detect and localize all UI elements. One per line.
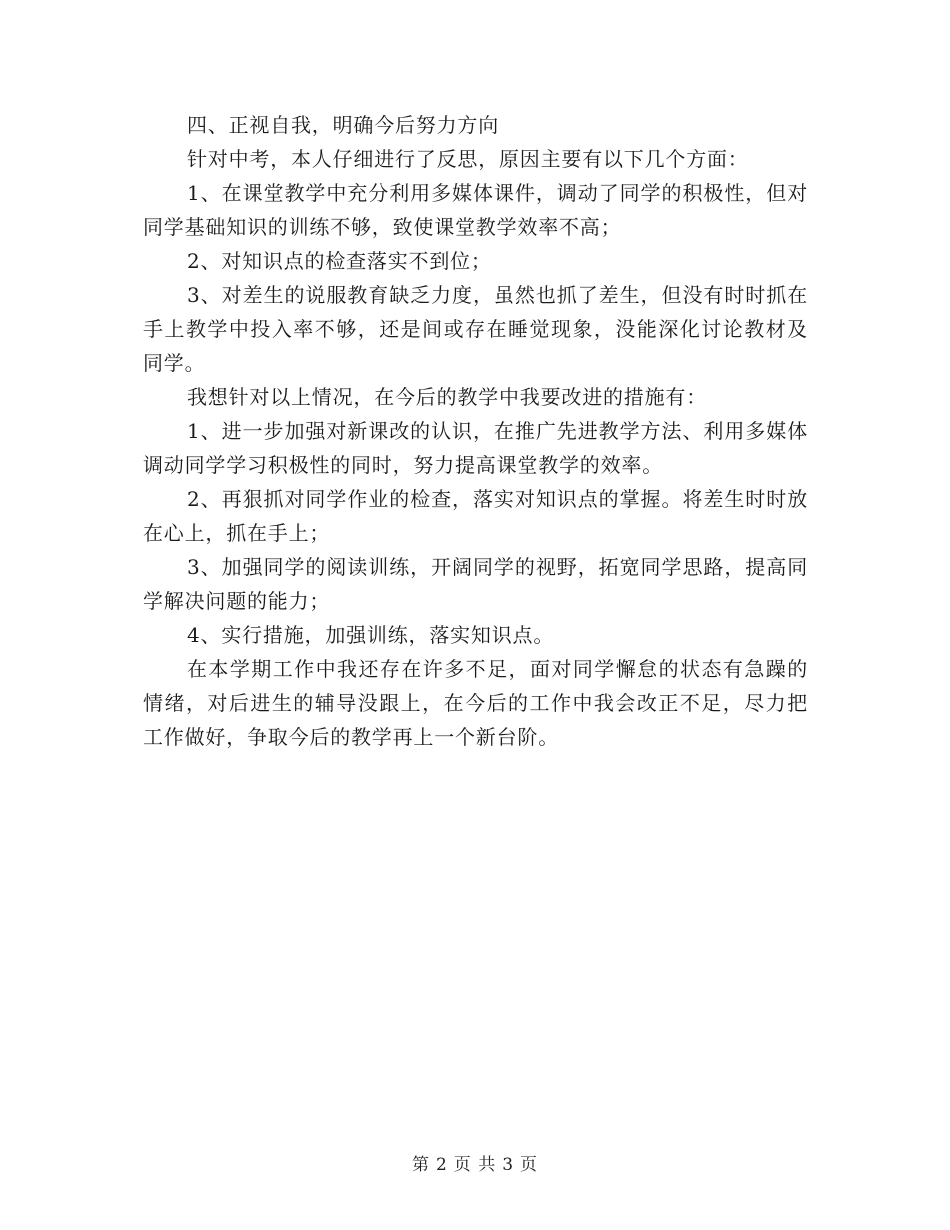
paragraph-reason-1: 1、在课堂教学中充分利用多媒体课件，调动了同学的积极性，但对同学基础知识的训练不够，致使课堂教学效率不高； [143, 181, 808, 239]
paragraph-reason-3: 3、对差生的说服教育缺乏力度，虽然也抓了差生，但没有时时抓在手上教学中投入率不够，还是间或存在睡觉现象，没能深化讨论教材及同学。 [143, 283, 808, 375]
paragraph-reason-2: 2、对知识点的检查落实不到位； [187, 249, 492, 273]
page-label-prefix: 第 [411, 1155, 430, 1175]
total-page-count: 3 [502, 1155, 515, 1175]
paragraph-measure-1: 1、进一步加强对新课改的认识，在推广先进教学方法、利用多媒体调动同学学习积极性的同时，努力提高课堂教学的效率。 [143, 419, 808, 477]
paragraph-reflection-intro: 针对中考，本人仔细进行了反思，原因主要有以下几个方面： [187, 147, 749, 171]
section-heading: 四、正视自我，明确今后努力方向 [187, 113, 499, 137]
page-label-mid: 页 共 [453, 1155, 497, 1175]
paragraph-measure-4: 4、实行措施，加强训练，落实知识点。 [187, 623, 555, 647]
paragraph-conclusion: 在本学期工作中我还存在许多不足，面对同学懈怠的状态有急躁的情绪，对后进生的辅导没跟上，在今后的工作中我会改正不足，尽力把工作做好，争取今后的教学再上一个新台阶。 [143, 657, 808, 749]
paragraph-measure-3: 3、加强同学的阅读训练，开阔同学的视野，拓宽同学思路，提高同学解决问题的能力； [143, 555, 808, 613]
document-body [143, 108, 808, 754]
current-page-number: 2 [435, 1155, 448, 1175]
page-number-footer [0, 1153, 950, 1177]
page-label-suffix: 页 [520, 1155, 539, 1175]
paragraph-measures-intro: 我想针对以上情况，在今后的教学中我要改进的措施有： [187, 385, 707, 409]
paragraph-measure-2: 2、再狠抓对同学作业的检查，落实对知识点的掌握。将差生时时放在心上，抓在手上； [143, 487, 808, 545]
